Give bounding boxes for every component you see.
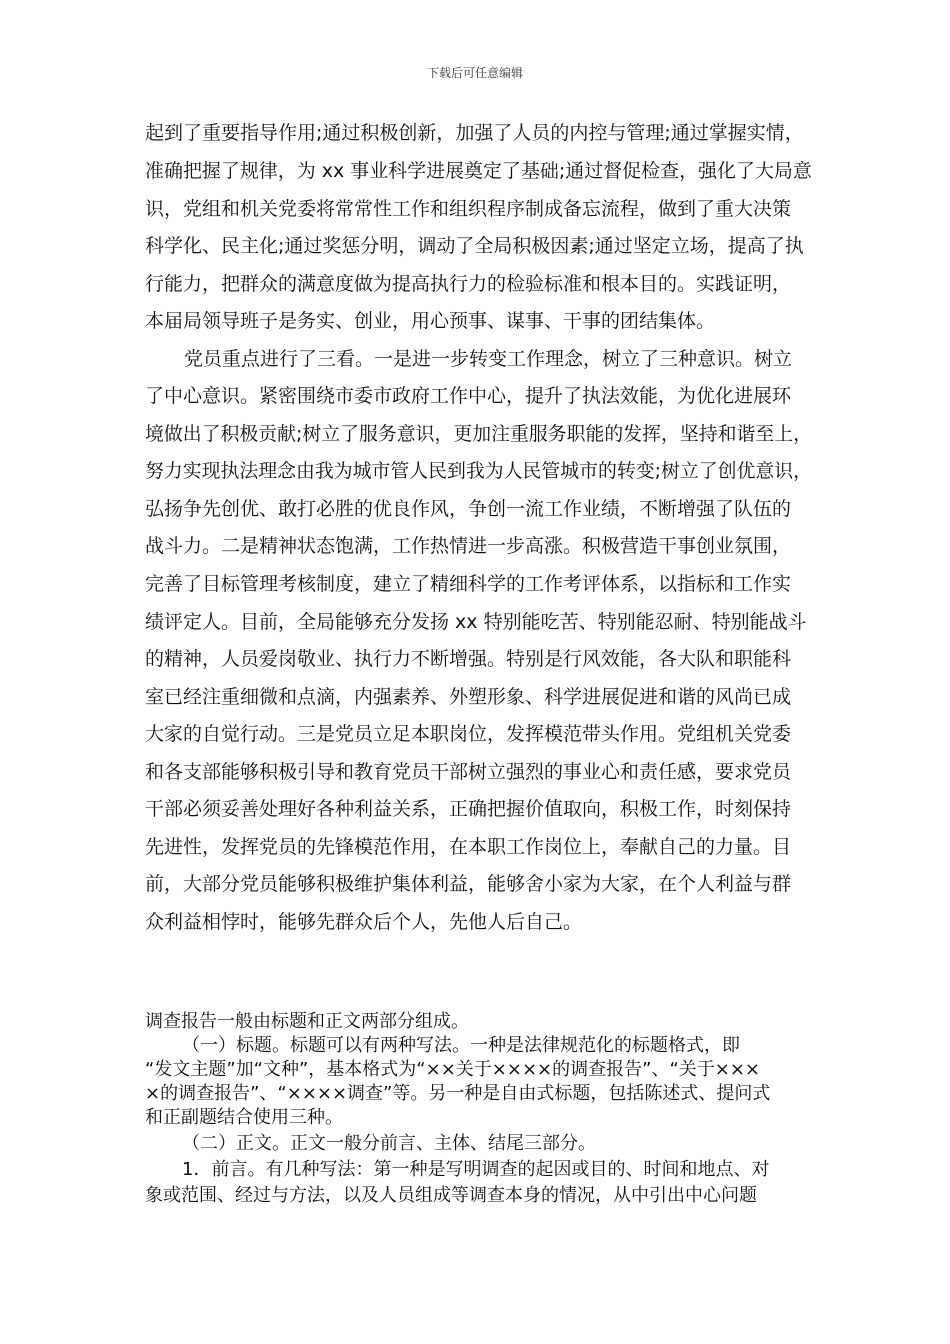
page-header: 下载后可任意编辑 bbox=[426, 66, 523, 80]
paragraph-line: “发文主题”加“文种”，基本格式为“××关于××××的调查报告”、“关于××× bbox=[145, 1059, 761, 1080]
paragraph-line: 大家的自觉行动。三是党员立足本职岗位，发挥模范带头作用。党组机关党委 bbox=[145, 723, 792, 745]
paragraph-line: 众利益相悖时，能够先群众后个人，先他人后自己。 bbox=[145, 911, 583, 933]
paragraph-line: 的精神，人员爱岗敬业、执行力不断增强。特别是行风效能，各大队和职能科 bbox=[145, 648, 792, 670]
paragraph-line: 战斗力。二是精神状态饱满，工作热情进一步高涨。积极营造干事创业氛围， bbox=[145, 535, 792, 557]
paragraph-line: 干部必须妥善处理好各种利益关系，正确把握价值取向，积极工作，时刻保持 bbox=[145, 798, 792, 820]
paragraph-line: 境做出了积极贡献;树立了服务意识，更加注重服务职能的发挥，坚持和谐至上， bbox=[145, 423, 812, 445]
paragraph-line: 本届局领导班子是务实、创业，用心预事、谋事、干事的团结集体。 bbox=[145, 310, 716, 332]
section-intro-line: 调查报告一般由标题和正文两部分组成。 bbox=[145, 1011, 469, 1032]
paragraph-line: 完善了目标管理考核制度，建立了精细科学的工作考评体系，以指标和工作实 bbox=[145, 573, 792, 595]
paragraph-line: 象或范围、经过与方法，以及人员组成等调查本身的情况，从中引出中心问题 bbox=[145, 1185, 757, 1206]
paragraph-line: （一）标题。标题可以有两种写法。一种是法律规范化的标题格式，即 bbox=[182, 1035, 740, 1056]
paragraph-line: 室已经注重细微和点滴，内强素养、外塑形象、科学进展促进和谐的风尚已成 bbox=[145, 686, 792, 708]
paragraph-line: 识，党组和机关党委将常常性工作和组织程序制成备忘流程，做到了重大决策 bbox=[145, 198, 792, 220]
paragraph-line: 前，大部分党员能够积极维护集体利益，能够舍小家为大家，在个人利益与群 bbox=[145, 873, 792, 895]
paragraph-line: 了中心意识。紧密围绕市委市政府工作中心，提升了执法效能，为优化进展环 bbox=[145, 385, 792, 407]
paragraph-line: 努力实现执法理念由我为城市管人民到我为人民管城市的转变;树立了创优意识， bbox=[145, 460, 812, 482]
paragraph-line: （二）正文。正文一般分前言、主体、结尾三部分。 bbox=[182, 1133, 596, 1154]
paragraph-line: ×的调查报告”、“××××调查”等。另一种是自由式标题，包括陈述式、提问式 bbox=[145, 1083, 771, 1104]
paragraph-line: 起到了重要指导作用;通过积极创新，加强了人员的内控与管理;通过掌握实情， bbox=[145, 122, 804, 144]
paragraph-line: 和正副题结合使用三种。 bbox=[145, 1107, 343, 1128]
paragraph-line: 行能力，把群众的满意度做为提高执行力的检验标准和根本目的。实践证明， bbox=[145, 273, 792, 295]
paragraph-line: 绩评定人。目前，全局能够充分发扬 xx 特别能吃苦、特别能忍耐、特别能战斗 bbox=[145, 611, 807, 633]
paragraph-line: 党员重点进行了三看。一是进一步转变工作理念，树立了三种意识。树立 bbox=[184, 348, 793, 370]
paragraph-line: 弘扬争先创优、敢打必胜的优良作风，争创一流工作业绩，不断增强了队伍的 bbox=[145, 498, 792, 520]
paragraph-line: 科学化、民主化;通过奖惩分明，调动了全局积极因素;通过坚定立场，提高了执 bbox=[145, 235, 804, 257]
paragraph-line: 准确把握了规律，为 xx 事业科学进展奠定了基础;通过督促检查，强化了大局意 bbox=[145, 160, 812, 182]
paragraph-line: 1．前言。有几种写法：第一种是写明调查的起因或目的、时间和地点、对 bbox=[182, 1159, 770, 1180]
paragraph-line: 先进性，发挥党员的先锋模范作用，在本职工作岗位上，奉献自己的力量。目 bbox=[145, 836, 792, 858]
paragraph-line: 和各支部能够积极引导和教育党员干部树立强烈的事业心和责任感，要求党员 bbox=[145, 761, 792, 783]
